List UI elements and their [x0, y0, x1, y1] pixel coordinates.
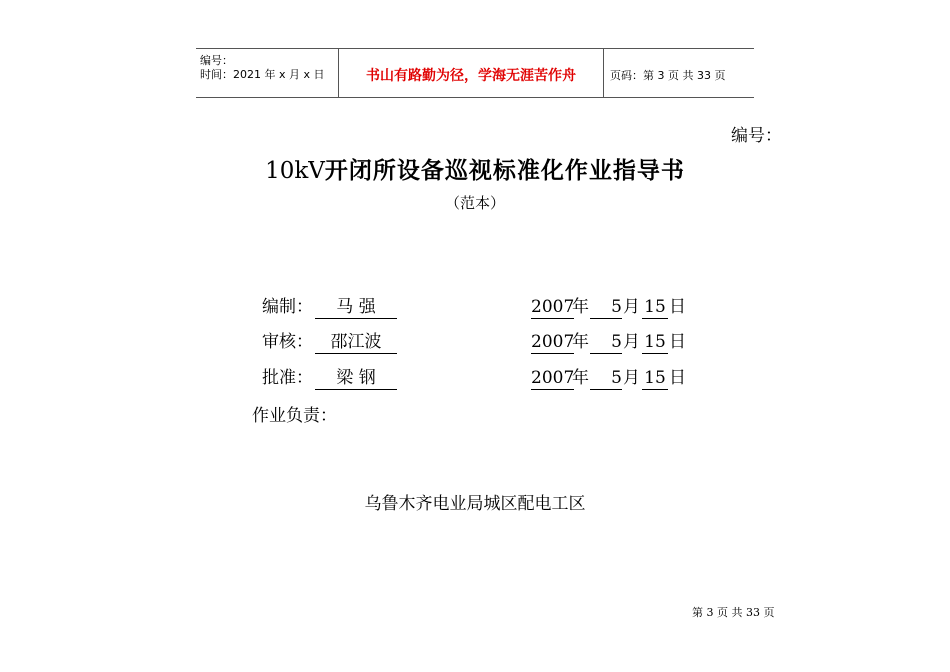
signature-day: 15	[642, 296, 668, 319]
signature-label: 编制：	[262, 297, 313, 317]
signature-year: 2007	[531, 368, 575, 388]
title-prefix: 10kV	[265, 158, 325, 184]
document-subtitle: （范本）	[444, 194, 505, 212]
signature-day: 15	[642, 367, 668, 390]
signature-label: 批准：	[262, 368, 313, 388]
organization-name: 乌鲁木齐电业局城区配电工区	[364, 494, 586, 514]
header-cell-page	[603, 49, 754, 97]
year-unit: 年	[572, 332, 589, 352]
month-unit: 月	[623, 368, 640, 388]
day-unit: 日	[669, 368, 686, 388]
doc-number-label: 编号：	[731, 126, 782, 146]
header-page-label: 页码：第 3 页 共 33 页	[610, 69, 726, 82]
day-unit: 日	[669, 332, 686, 352]
day-unit: 日	[669, 297, 686, 317]
signature-month: 5	[590, 331, 622, 354]
signature-name: 梁 钢	[315, 367, 397, 390]
signature-month: 5	[590, 367, 622, 390]
document-title	[0, 152, 950, 185]
signature-label: 审核：	[262, 332, 313, 352]
signature-year: 2007	[531, 297, 575, 317]
signature-month: 5	[590, 296, 622, 319]
signature-name: 邵江波	[315, 331, 397, 354]
year-unit: 年	[572, 297, 589, 317]
month-unit: 月	[623, 297, 640, 317]
header-table	[196, 48, 754, 98]
page-footer: 第 3 页 共 33 页	[692, 606, 775, 619]
signature-year: 2007	[531, 332, 575, 352]
header-code-label: 编号：	[200, 54, 233, 67]
header-cell-meta	[196, 49, 338, 97]
signature-day: 15	[642, 331, 668, 354]
year-unit: 年	[572, 368, 589, 388]
header-time-label: 时间：2021 年 x 月 x 日	[200, 68, 325, 81]
title-main: 开闭所设备巡视标准化作业指导书	[324, 158, 685, 184]
header-cell-motto	[338, 49, 604, 97]
responsible-label: 作业负责：	[252, 406, 337, 426]
month-unit: 月	[623, 332, 640, 352]
header-motto: 书山有路勤为径，学海无涯苦作舟	[366, 68, 576, 84]
signature-name: 马 强	[315, 296, 397, 319]
